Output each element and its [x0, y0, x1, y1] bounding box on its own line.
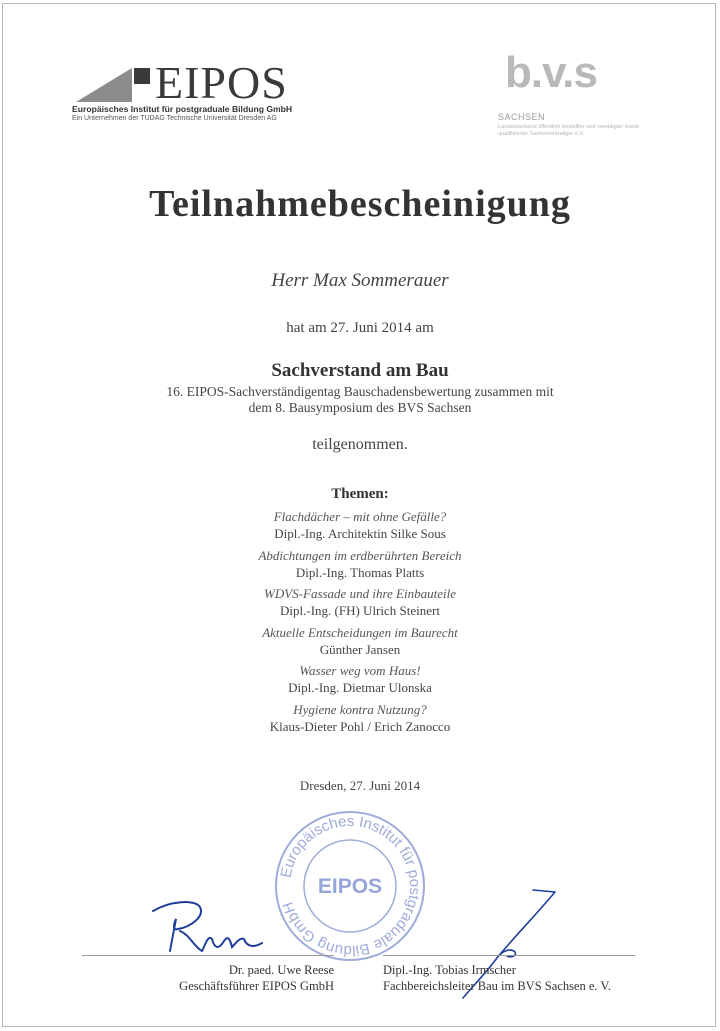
event-description-line: dem 8. Bausymposium des BVS Sachsen — [248, 400, 472, 415]
bvs-wordmark: b.v.s — [505, 48, 598, 97]
topic-title: Hygiene kontra Nutzung? — [293, 701, 427, 717]
eipos-logo-square — [134, 68, 150, 84]
bvs-logo — [495, 42, 665, 142]
stamp-center-text: EIPOS — [317, 875, 383, 898]
eipos-stamp — [272, 808, 428, 964]
topic-item — [0, 663, 720, 702]
signer-right — [383, 962, 683, 994]
stamp-ring-text: Europäisches Institut für postgraduale Bildung GmbH — [277, 812, 424, 960]
eipos-logo — [72, 57, 332, 132]
event-title: Sachverstand am Bau — [271, 360, 449, 381]
topic-speaker: Dipl.-Ing. Thomas Platts — [295, 564, 425, 580]
topic-title: Wasser weg vom Haus! — [299, 663, 421, 678]
event-description-line: 16. EIPOS-Sachverständigentag Bauschadensbewertung zusammen mit — [166, 384, 554, 399]
eipos-subtitle: Europäisches Institut für postgraduale Bildung GmbH — [72, 104, 293, 114]
signature-line-left — [82, 955, 334, 956]
signer-left — [82, 962, 334, 994]
bvs-description: Landesverband öffentlich bestellter und vereidigter sowie qualifizierter Sachverständiger e.V. — [498, 124, 640, 137]
signer-left-role: Geschäftsführer EIPOS GmbH — [179, 979, 334, 993]
eipos-wordmark: EIPOS — [155, 57, 288, 108]
topic-item — [0, 625, 720, 664]
event-description — [0, 384, 720, 416]
topic-speaker: Dipl.-Ing. Dietmar Ulonska — [288, 680, 432, 695]
bvs-region: SACHSEN — [498, 112, 546, 122]
signature-line-right — [383, 955, 635, 956]
place-date: Dresden, 27. Juni 2014 — [299, 778, 421, 793]
topic-speaker: Klaus-Dieter Pohl / Erich Zanocco — [269, 718, 451, 734]
topic-title: Abdichtungen im erdberührten Bereich — [258, 547, 462, 563]
topic-title: WDVS-Fassade und ihre Einbauteile — [264, 586, 456, 601]
topic-title: Aktuelle Entscheidungen im Baurecht — [262, 624, 458, 640]
topic-item — [0, 586, 720, 625]
topic-item — [0, 702, 720, 741]
signer-right-name: Dipl.-Ing. Tobias Irmscher — [383, 963, 516, 977]
signer-right-role: Fachbereichsleiter Bau im BVS Sachsen e. V. — [383, 979, 611, 993]
eipos-logo-mark — [72, 62, 162, 104]
topics-list — [0, 509, 720, 740]
signer-left-name: Dr. paed. Uwe Reese — [228, 963, 334, 977]
eipos-logo-triangle — [76, 68, 132, 102]
topic-speaker: Dipl.-Ing. Architektin Silke Sous — [274, 526, 446, 541]
topic-item — [0, 548, 720, 587]
stamp-seal-icon — [272, 808, 428, 964]
topic-speaker: Dipl.-Ing. (FH) Ulrich Steinert — [280, 603, 440, 618]
recipient-name: Herr Max Sommerauer — [271, 270, 449, 291]
topic-item — [0, 509, 720, 548]
participated-text: teilgenommen. — [312, 436, 408, 453]
certificate-title: Teilnahmebescheinigung — [149, 183, 571, 225]
topic-speaker: Günther Jansen — [319, 641, 401, 657]
topic-title: Flachdächer – mit ohne Gefälle? — [273, 509, 447, 524]
participation-date: hat am 27. Juni 2014 am — [286, 320, 434, 336]
eipos-affiliation: Ein Unternehmen der TUDAG Technische Universität Dresden AG — [72, 115, 277, 122]
themes-heading: Themen: — [331, 486, 389, 502]
